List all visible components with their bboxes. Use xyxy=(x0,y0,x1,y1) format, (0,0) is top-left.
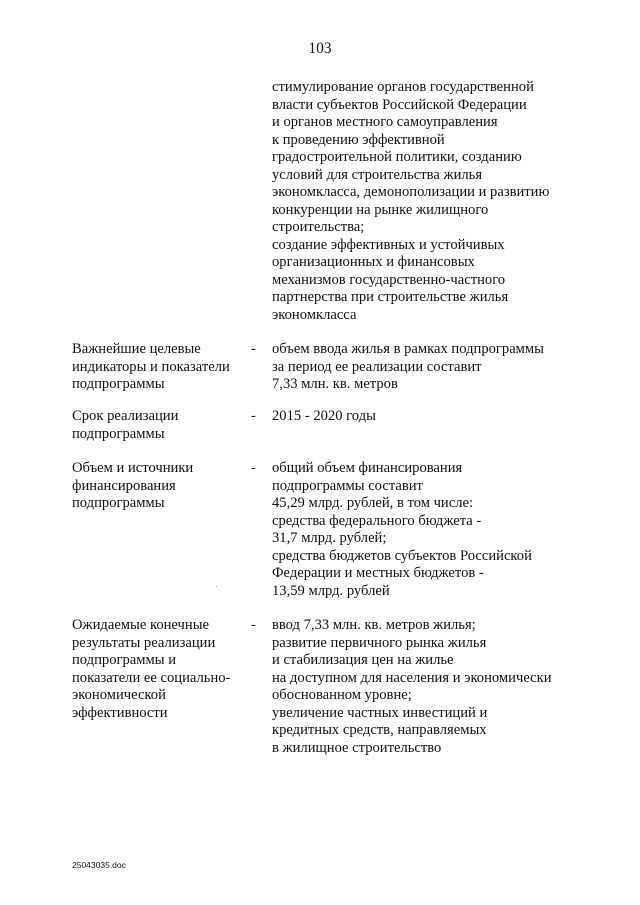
row-label-line: показатели ее социально- xyxy=(72,669,231,686)
row-label-line: эффективности xyxy=(72,704,168,721)
footer-filename: 25043035.doc xyxy=(72,860,126,870)
row-value-line: 31,7 млрд. рублей; xyxy=(272,530,387,546)
row-label-line: подпрограммы xyxy=(72,425,165,442)
intro-line: организационных и финансовых xyxy=(272,254,475,270)
row-value xyxy=(272,460,532,600)
row-value-line: развитие первичного рынка жилья xyxy=(272,634,487,651)
intro-line: к проведению эффективной xyxy=(272,131,445,148)
intro-line: создание эффективных и устойчивых xyxy=(272,236,505,253)
row-dash: - xyxy=(251,408,256,424)
row-value-line: 2015 - 2020 годы xyxy=(272,408,376,424)
row-value-line: средства федерального бюджета - xyxy=(272,512,482,529)
row-value-line: 45,29 млрд. рублей, в том числе: xyxy=(272,495,474,511)
row-value-line: кредитных средств, направляемых xyxy=(272,722,487,738)
intro-line: конкуренции на рынке жилищного xyxy=(272,201,489,218)
row-label-line: результаты реализации xyxy=(72,634,216,651)
row-dash: - xyxy=(251,460,256,476)
row-label xyxy=(72,341,230,394)
row-label-line: Срок реализации xyxy=(72,408,179,424)
row-dash: - xyxy=(251,617,256,633)
row-label-line: экономической xyxy=(72,687,166,703)
row-value-line: ввод 7,33 млн. кв. метров жилья; xyxy=(272,617,476,633)
row-label-line: финансирования xyxy=(72,477,176,494)
intro-line: условий для строительства жилья xyxy=(272,166,483,183)
row-value-line: увеличение частных инвестиций и xyxy=(272,704,488,721)
row-label xyxy=(72,408,178,443)
row-dash: - xyxy=(251,341,256,357)
intro-line: власти субъектов Российской Федерации xyxy=(272,96,527,113)
row-value-line: подпрограммы составит xyxy=(272,477,423,494)
row-value-line: средства бюджетов субъектов Российской xyxy=(272,547,532,564)
row-value-line: 7,33 млн. кв. метров xyxy=(272,376,398,392)
scan-speck xyxy=(216,586,217,587)
row-value-line: Федерации и местных бюджетов - xyxy=(272,565,484,581)
row-value-line: обоснованном уровне; xyxy=(272,687,412,703)
row-value-line: общий объем финансирования xyxy=(272,460,463,476)
intro-line: и органов местного самоуправления xyxy=(272,114,498,130)
intro-line: механизмов государственно-частного xyxy=(272,271,506,288)
row-value-line: на доступном для населения и экономически xyxy=(272,669,552,686)
row-label-line: Важнейшие целевые xyxy=(72,341,201,357)
intro-line: стимулирование органов государственной xyxy=(272,79,534,95)
row-label xyxy=(72,460,193,513)
row-label-line: подпрограммы xyxy=(72,376,165,392)
row-value-line: 13,59 млрд. рублей xyxy=(272,582,390,599)
row-value-line: в жилищное строительство xyxy=(272,739,442,756)
row-value xyxy=(272,341,544,394)
intro-line: экономкласса, демонополизации и развитию xyxy=(272,184,550,200)
intro-line: строительства; xyxy=(272,219,365,235)
row-label-line: Ожидаемые конечные xyxy=(72,617,209,633)
intro-line: экономкласса xyxy=(272,306,357,323)
row-value-line: и стабилизация цен на жилье xyxy=(272,652,454,668)
row-value-line: объем ввода жилья в рамках подпрограммы xyxy=(272,341,544,357)
row-value xyxy=(272,617,552,757)
row-label-line: Объем и источники xyxy=(72,460,194,476)
row-value xyxy=(272,408,376,426)
row-label-line: подпрограммы xyxy=(72,495,165,511)
intro-line: партнерства при строительстве жилья xyxy=(272,289,509,305)
intro-line: градостроительной политики, созданию xyxy=(272,149,522,165)
row-label xyxy=(72,617,230,722)
row-label-line: индикаторы и показатели xyxy=(72,358,230,375)
row-label-line: подпрограммы и xyxy=(72,652,177,668)
row-value-line: за период ее реализации составит xyxy=(272,358,482,375)
page-number: 103 xyxy=(308,40,332,57)
intro-text-block xyxy=(272,79,549,324)
